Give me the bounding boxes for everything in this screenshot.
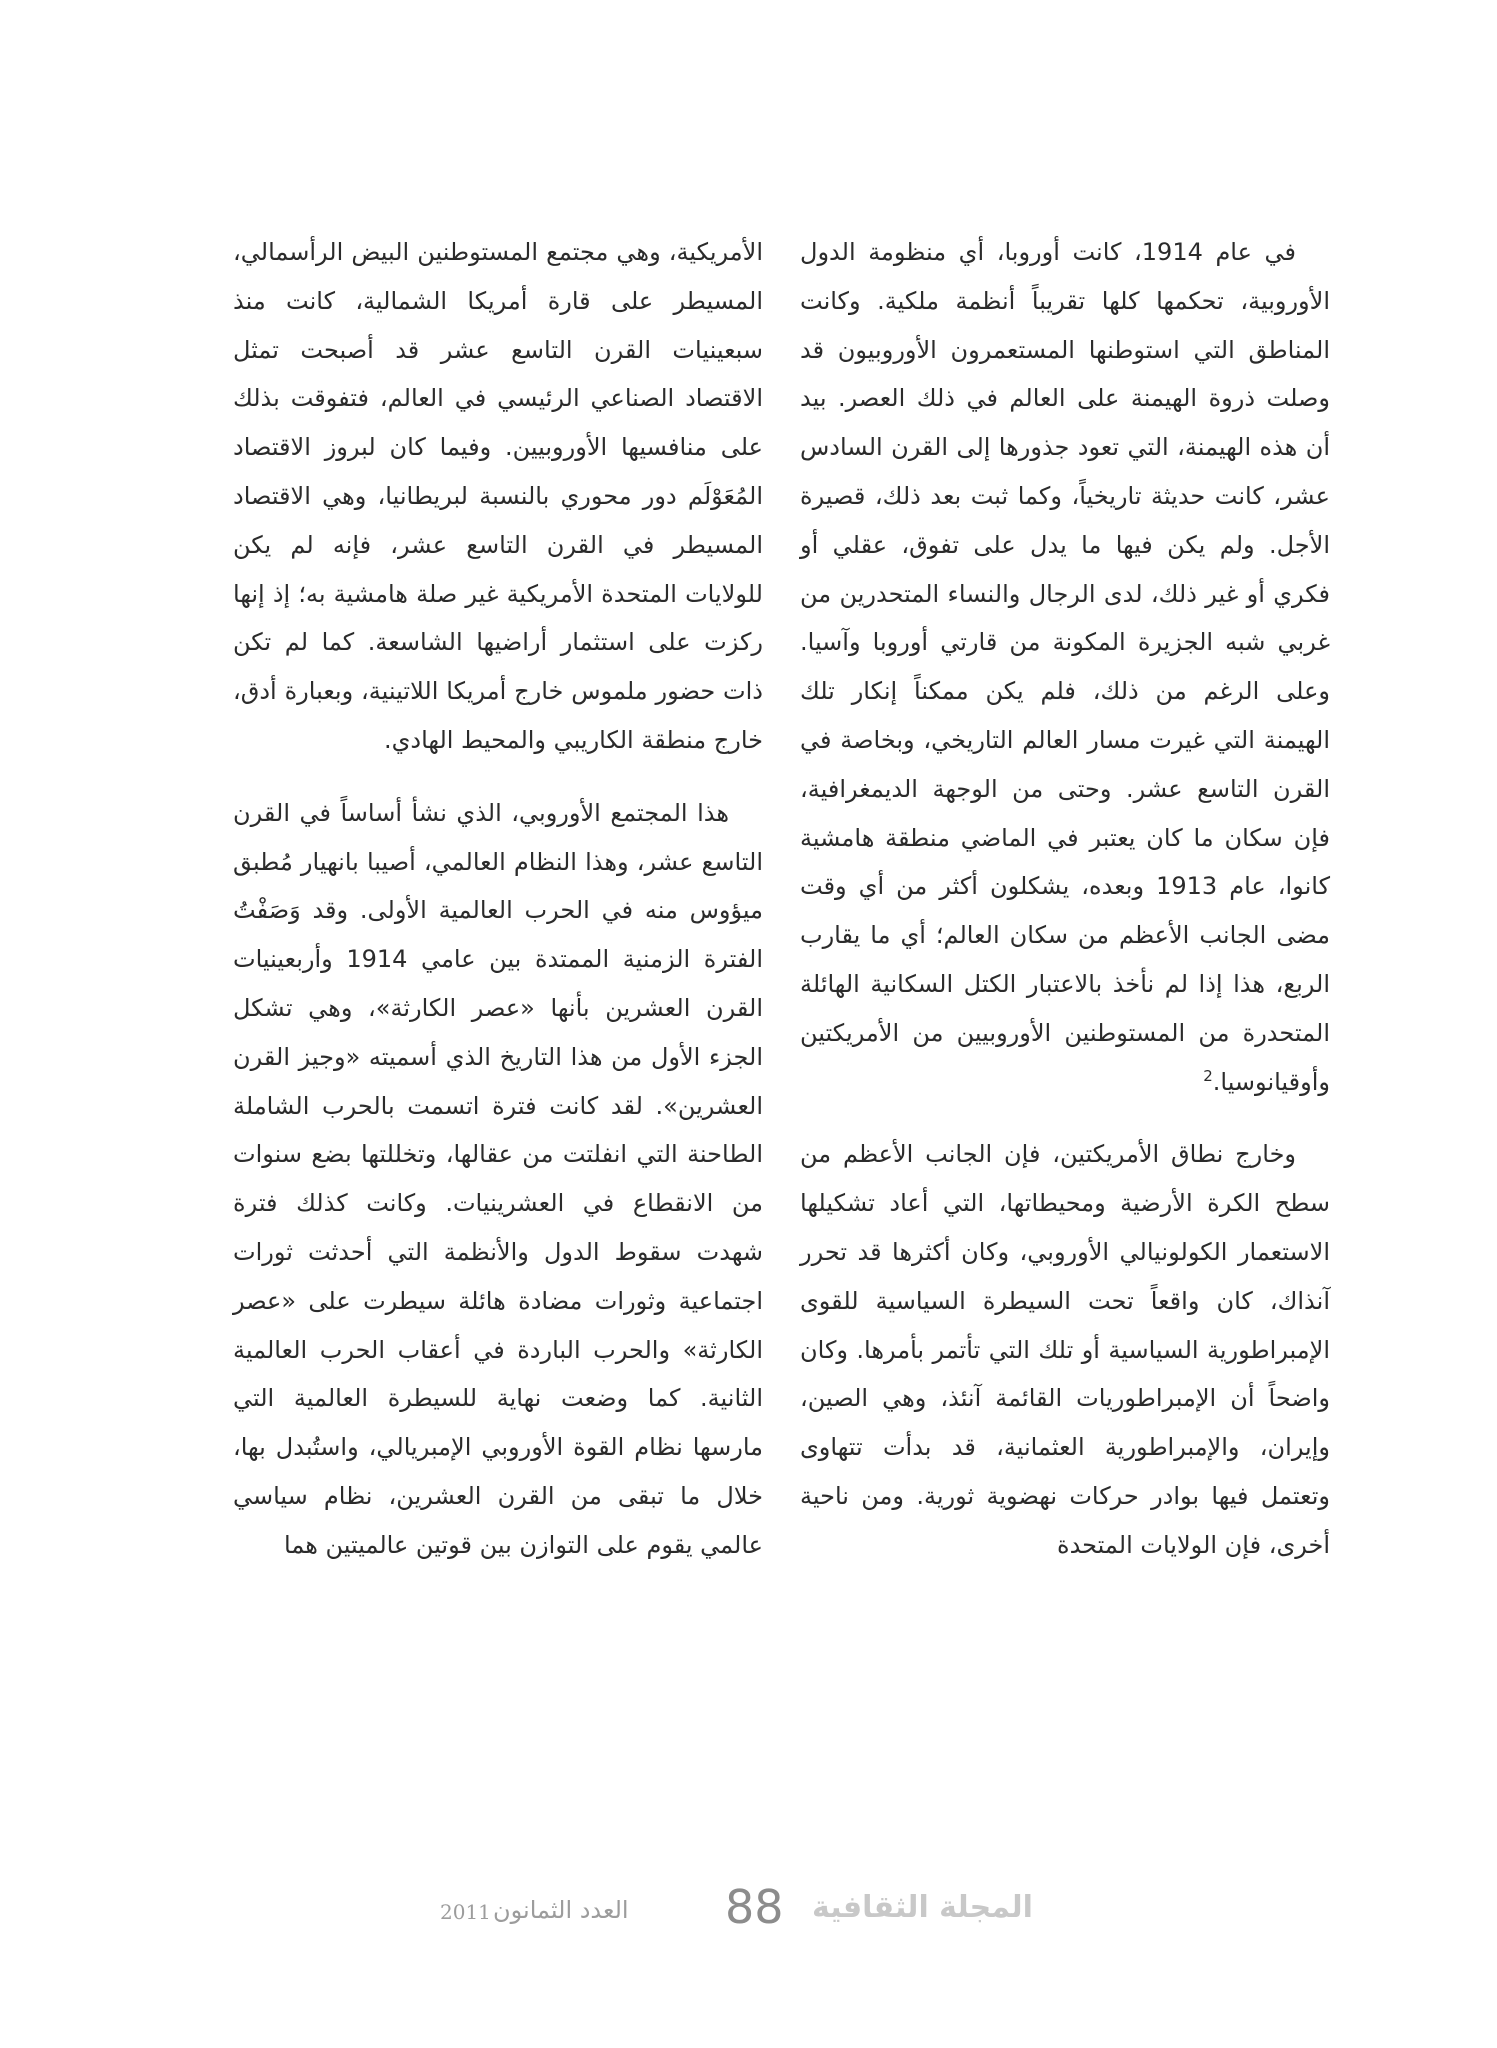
footer-issue-label: العدد الثمانون	[493, 1896, 629, 1924]
magazine-name: المجلة الثقافية	[812, 1890, 1033, 1925]
paragraph-text: في عام 1914، كانت أوروبا، أي منظومة الدول الأوروبية، تحكمها كلها تقريباً أنظمة ملكية. وكانت المناطق التي استوطنها المستعمرون الأوروبيون قد وصلت ذروة الهيمنة على العالم في ذلك العصر. بيد أن هذه الهيمنة، التي تعود جذورها إلى القرن السادس عشر، كانت حديثة تاريخياً، وكما ثبت بعد ذلك، قصيرة الأجل. ولم يكن فيها ما يدل على تفوق، عقلي أو فكري أو غير ذلك، لدى الرجال والنساء المتحدرين من غربي شبه الجزيرة المكونة من قارتي أوروبا وآسيا. وعلى الرغم من ذلك، فلم يكن ممكناً إنكار تلك الهيمنة التي غيرت مسار العالم التاريخي، وبخاصة في القرن التاسع عشر. وحتى من الوجهة الديمغرافية، فإن سكان ما كان يعتبر في الماضي منطقة هامشية كانوا، عام 1913 وبعده، يشكلون أكثر من أي وقت مضى الجانب الأعظم من سكان العالم؛ أي ما يقارب الربع، هذا إذا لم نأخذ بالاعتبار الكتل السكانية الهائلة المتحدرة من المستوطنين الأوروبيين من الأمريكتين وأوقيانوسيا.	[800, 238, 1330, 1096]
footnote-reference: 2	[1203, 1066, 1213, 1085]
left-text-column	[233, 228, 763, 1570]
page-number: 88	[725, 1880, 784, 1934]
paragraph: هذا المجتمع الأوروبي، الذي نشأ أساساً في القرن التاسع عشر، وهذا النظام العالمي، أصيبا بانهيار مُطبق ميؤوس منه في الحرب العالمية الأولى. وقد وَصَفْتُ الفترة الزمنية الممتدة بين عامي 1914 وأربعينيات القرن العشرين بأنها «عصر الكارثة»، وهي تشكل الجزء الأول من هذا التاريخ الذي أسميته «وجيز القرن العشرين». لقد كانت فترة اتسمت بالحرب الشاملة الطاحنة التي انفلتت من عقالها، وتخللتها بضع سنوات من الانقطاع في العشرينيات. وكانت كذلك فترة شهدت سقوط الدول والأنظمة التي أحدثت ثورات اجتماعية وثورات مضادة هائلة سيطرت على «عصر الكارثة» والحرب الباردة في أعقاب الحرب العالمية الثانية. كما وضعت نهاية للسيطرة العالمية التي مارسها نظام القوة الأوروبي الإمبريالي، واستُبدل بها، خلال ما تبقى من القرن العشرين، نظام سياسي عالمي يقوم على التوازن بين قوتين عالميتين هما	[233, 798, 763, 1559]
page-footer	[0, 1878, 1497, 1958]
paragraph: الأمريكية، وهي مجتمع المستوطنين البيض الرأسمالي، المسيطر على قارة أمريكا الشمالية، كانت منذ سبعينيات القرن التاسع عشر قد أصبحت تمثل الاقتصاد الصناعي الرئيسي في العالم، فتفوقت بذلك على منافسيها الأوروبيين. وفيما كان لبروز الاقتصاد المُعَوْلَم دور محوري بالنسبة لبريطانيا، وهي الاقتصاد المسيطر في القرن التاسع عشر، فإنه لم يكن للولايات المتحدة الأمريكية غير صلة هامشية به؛ إذ إنها ركزت على استثمار أراضيها الشاسعة. كما لم تكن ذات حضور ملموس خارج أمريكا اللاتينية، وبعبارة أدق، خارج منطقة الكاريبي والمحيط الهادي.	[233, 238, 763, 754]
right-text-column	[800, 228, 1330, 1570]
footer-year: 2011	[440, 1900, 491, 1924]
paragraph: وخارج نطاق الأمريكتين، فإن الجانب الأعظم من سطح الكرة الأرضية ومحيطاتها، التي أعاد تشكيلها الاستعمار الكولونيالي الأوروبي، وكان أكثرها قد تحرر آنذاك، كان واقعاً تحت السيطرة السياسية للقوى الإمبراطورية السياسية أو تلك التي تأتمر بأمرها. وكان واضحاً أن الإمبراطوريات القائمة آنئذ، وهي الصين، وإيران، والإمبراطورية العثمانية، قد بدأت تتهاوى وتعتمل فيها بوادر حركات نهضوية ثورية. ومن ناحية أخرى، فإن الولايات المتحدة	[800, 1140, 1330, 1559]
paragraph	[800, 228, 1330, 1106]
